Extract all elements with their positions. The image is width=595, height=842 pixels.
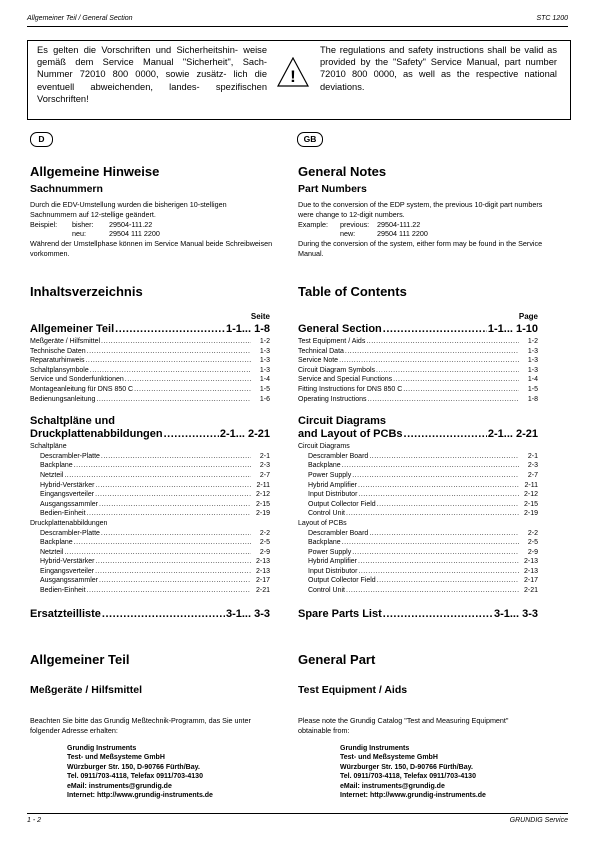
toc-entry-label: Schaltplansymbole bbox=[30, 366, 89, 374]
toc-entry bbox=[30, 386, 270, 396]
de-general-notes-title: Allgemeine Hinweise bbox=[30, 164, 160, 179]
toc-entry-page: 2-1 bbox=[527, 452, 538, 460]
toc-entry bbox=[30, 530, 270, 540]
running-header-right: STC 1200 bbox=[536, 15, 568, 22]
toc-entry bbox=[298, 558, 538, 568]
toc-entry-page: 2-9 bbox=[527, 548, 538, 556]
toc-entry-page: 2-11 bbox=[256, 481, 270, 489]
de-example-old-value: 29504-111.22 bbox=[109, 219, 153, 229]
toc-entry bbox=[30, 558, 270, 568]
toc-entry-label: Ausgangssammler bbox=[40, 577, 98, 585]
toc-entry-page: 2-13 bbox=[255, 558, 270, 566]
toc-entry-page: 2-17 bbox=[255, 577, 270, 585]
toc-entry-label: Backplane bbox=[40, 539, 73, 547]
toc-entry bbox=[298, 510, 538, 520]
en-example-new-row bbox=[298, 229, 543, 239]
de-toc bbox=[30, 323, 270, 623]
toc-entry bbox=[298, 348, 538, 358]
toc-entry-label: Test Equipment / Aids bbox=[298, 338, 366, 345]
toc-entry bbox=[30, 501, 270, 511]
toc-entry bbox=[298, 357, 538, 367]
footer-rule bbox=[27, 813, 568, 814]
toc-entry-label: Fitting Instructions for DNS 850 C bbox=[298, 385, 403, 393]
toc-entry bbox=[30, 472, 270, 482]
toc-entry-label: Bedien-Einheit bbox=[40, 587, 86, 595]
safety-notice-en: The regulations and safety instructions shall be valid as provided by the "Safety" Service Manual, part number 72010 800 0000, as well as the respective national deviations. bbox=[320, 45, 557, 92]
toc-entry bbox=[298, 501, 538, 511]
toc-entry-label: Bedien-Einheit bbox=[40, 510, 86, 518]
language-badge-gb: GB bbox=[297, 132, 323, 147]
de-transition-paragraph: Während der Umstellphase können im Service Manual beide Schreibweisen vorkommen. bbox=[30, 239, 273, 258]
toc-entry-page: 2-7 bbox=[259, 471, 270, 479]
toc-entry-page: 2-21 bbox=[255, 587, 270, 595]
toc-entry-label: Bedienungsanleitung bbox=[30, 395, 96, 403]
toc-entry-label: Backplane bbox=[308, 539, 341, 547]
toc-entry-label: Netzteil bbox=[40, 471, 64, 479]
de-toc-section-1: Allgemeiner Teil ..... 1-1... 1-8 bbox=[30, 323, 270, 338]
toc-entry-label: Ausgangssammler bbox=[40, 500, 98, 508]
address-line: eMail: instruments@grundig.de bbox=[340, 782, 445, 790]
address-line: Tel. 0911/703-4118, Telefax 0911/703-4130 bbox=[67, 773, 203, 781]
toc-entry-page: 2-9 bbox=[259, 548, 270, 556]
en-part-title: General Part bbox=[298, 652, 376, 667]
toc-entry-label: Input Distributor bbox=[308, 491, 358, 499]
toc-entry-label: Backplane bbox=[40, 462, 73, 470]
de-address-block bbox=[67, 744, 213, 800]
toc-entry-label: Descrambler-Platte bbox=[40, 452, 100, 460]
en-transition-paragraph: During the conversion of the system, either form may be found in the Service Manual. bbox=[298, 239, 543, 258]
toc-entry bbox=[298, 376, 538, 386]
toc-entry-page: 2-12 bbox=[523, 491, 538, 499]
toc-entry bbox=[298, 577, 538, 587]
de-part-title: Allgemeiner Teil bbox=[30, 652, 130, 667]
toc-entry bbox=[30, 376, 270, 386]
toc-entry-label: Control Unit bbox=[308, 510, 345, 518]
toc-entry-label: Eingangsverteiler bbox=[40, 491, 95, 499]
footer-publisher: GRUNDIG Service bbox=[509, 817, 568, 824]
toc-entry-label: Technische Daten bbox=[30, 347, 86, 355]
address-line: eMail: instruments@grundig.de bbox=[67, 782, 172, 790]
de-toc-group-circuit: Schaltpläne bbox=[30, 443, 67, 451]
toc-entry bbox=[30, 348, 270, 358]
running-header-left: Allgemeiner Teil / General Section bbox=[27, 15, 133, 22]
en-example-label: Example: bbox=[298, 219, 328, 229]
en-toc-section-1: General Section ..... 1-1... 1-10 bbox=[298, 323, 538, 338]
de-conversion-paragraph: Durch die EDV-Umstellung wurden die bisherigen 10-stelligen Sachnummern auf 12-stellige geändert. bbox=[30, 200, 227, 219]
toc-entry bbox=[298, 482, 538, 492]
de-example-old-label: bisher: bbox=[72, 219, 94, 229]
toc-entry-page: 1-3 bbox=[527, 366, 538, 374]
toc-entry-page: 2-13 bbox=[523, 567, 538, 575]
toc-entry-page: 1-3 bbox=[259, 347, 270, 355]
language-badge-de: D bbox=[30, 132, 53, 147]
toc-entry-page: 2-1 bbox=[259, 452, 270, 460]
toc-entry-page: 1-3 bbox=[259, 357, 270, 365]
toc-entry-label: Service Note bbox=[298, 357, 339, 365]
warning-triangle-icon bbox=[277, 57, 309, 87]
toc-entry bbox=[30, 568, 270, 578]
toc-entry-page: 2-19 bbox=[255, 510, 270, 518]
de-part-numbers-heading: Sachnummern bbox=[30, 183, 103, 195]
address-line: Internet: http://www.grundig-instruments.de bbox=[340, 792, 486, 800]
toc-entry-page: 1-3 bbox=[527, 357, 538, 365]
toc-entry-label: Descrambler Board bbox=[308, 529, 369, 537]
toc-entry-page: 1-3 bbox=[527, 347, 538, 355]
toc-entry-page: 1-4 bbox=[259, 376, 270, 384]
address-line: Würzburger Str. 150, D-90766 Fürth/Bay. bbox=[340, 763, 473, 771]
toc-entry-label: Descrambler Board bbox=[308, 452, 369, 460]
toc-entry-page: 1-5 bbox=[259, 385, 270, 393]
en-toc-group-pcb: Layout of PCBs bbox=[298, 519, 347, 527]
toc-entry-page: 2-7 bbox=[527, 471, 538, 479]
en-example-old-row bbox=[298, 220, 543, 230]
toc-entry-page: 2-15 bbox=[255, 500, 270, 508]
toc-entry-label: Service and Special Functions bbox=[298, 376, 393, 384]
en-conversion-paragraph: Due to the conversion of the EDP system, the previous 10-digit part numbers were change to 12-digit numbers. bbox=[298, 200, 543, 219]
address-line: Grundig Instruments bbox=[67, 745, 137, 752]
toc-entry bbox=[298, 491, 538, 501]
toc-entry bbox=[298, 338, 538, 348]
toc-entry-label: Input Distributor bbox=[308, 567, 358, 575]
toc-entry bbox=[298, 568, 538, 578]
de-example-label: Beispiel: bbox=[30, 219, 58, 229]
toc-entry-label: Technical Data bbox=[298, 347, 344, 355]
en-example-new-label: new: bbox=[340, 229, 356, 239]
toc-entry bbox=[30, 587, 270, 597]
toc-entry-page: 1-3 bbox=[259, 366, 270, 374]
toc-entry-label: Power Supply bbox=[308, 548, 352, 556]
toc-entry-page: 2-19 bbox=[523, 510, 538, 518]
toc-entry bbox=[30, 453, 270, 463]
toc-entry-label: Hybrid-Verstärker bbox=[40, 558, 95, 566]
de-toc-section-2: Druckplattenabbildungen ..... 2-1... 2-21 bbox=[30, 428, 270, 443]
en-toc-section-2-line1: Circuit Diagrams bbox=[298, 415, 387, 428]
toc-entry-label: Eingangsverteiler bbox=[40, 567, 95, 575]
toc-entry bbox=[298, 472, 538, 482]
toc-entry bbox=[30, 577, 270, 587]
toc-entry-label: Hybrid Amplifier bbox=[308, 481, 358, 489]
toc-entry-page: 2-13 bbox=[255, 567, 270, 575]
toc-entry-label: Hybrid-Verstärker bbox=[40, 481, 95, 489]
toc-entry-label: Power Supply bbox=[308, 471, 352, 479]
de-example-new-value: 29504 111 2200 bbox=[109, 229, 160, 239]
toc-entry bbox=[30, 367, 270, 377]
toc-entry-page: 1-8 bbox=[527, 395, 538, 403]
de-toc-group-pcb: Druckplattenabbildungen bbox=[30, 519, 108, 527]
toc-entry-label: Output Collector Field bbox=[308, 500, 376, 508]
toc-entry bbox=[30, 491, 270, 501]
de-toc-page-label: Seite bbox=[250, 312, 270, 321]
en-toc-page-label: Page bbox=[518, 312, 538, 321]
en-example-new-value: 29504 111 2200 bbox=[377, 229, 428, 239]
de-toc-section-3: Ersatzteilliste ..... 3-1... 3-3 bbox=[30, 608, 270, 623]
en-part-numbers-text bbox=[298, 200, 543, 259]
toc-entry-label: Service und Sonderfunktionen bbox=[30, 376, 124, 384]
en-example-old-label: previous: bbox=[340, 219, 370, 229]
address-line: Test- und Meßsysteme GmbH bbox=[340, 754, 438, 762]
de-catalog-text: Beachten Sie bitte das Grundig Meßtechnik-Programm, das Sie unter folgender Adresse erhalten: bbox=[30, 716, 251, 735]
de-toc-section-2-line1: Schaltpläne und bbox=[30, 415, 115, 428]
toc-entry-page: 1-5 bbox=[527, 385, 538, 393]
en-general-notes-title: General Notes bbox=[298, 164, 387, 179]
de-part-numbers-text bbox=[30, 200, 275, 259]
address-line: Grundig Instruments bbox=[340, 745, 410, 752]
de-example-old-row bbox=[30, 220, 275, 230]
footer-page-number: 1 - 2 bbox=[27, 817, 42, 824]
toc-entry-page: 1-6 bbox=[259, 395, 270, 403]
toc-entry-page: 1-2 bbox=[259, 338, 270, 345]
toc-entry bbox=[298, 539, 538, 549]
de-example-new-label: neu: bbox=[72, 229, 86, 239]
toc-entry bbox=[298, 396, 538, 406]
en-address-block bbox=[340, 744, 486, 800]
toc-entry bbox=[30, 539, 270, 549]
toc-entry-page: 2-11 bbox=[524, 481, 538, 489]
toc-entry-page: 2-5 bbox=[259, 539, 270, 547]
toc-entry bbox=[298, 367, 538, 377]
toc-entry-label: Netzteil bbox=[40, 548, 64, 556]
toc-entry bbox=[30, 549, 270, 559]
toc-entry-page: 2-12 bbox=[255, 491, 270, 499]
toc-entry-page: 2-15 bbox=[523, 500, 538, 508]
toc-entry bbox=[298, 453, 538, 463]
address-line: Tel. 0911/703-4118, Telefax 0911/703-4130 bbox=[340, 773, 476, 781]
en-toc-section-3: Spare Parts List ..... 3-1... 3-3 bbox=[298, 608, 538, 623]
toc-entry-label: Circuit Diagram Symbols bbox=[298, 366, 376, 374]
en-toc bbox=[298, 323, 538, 623]
toc-entry bbox=[298, 530, 538, 540]
toc-entry-page: 1-4 bbox=[527, 376, 538, 384]
toc-entry bbox=[30, 338, 270, 348]
toc-entry bbox=[298, 462, 538, 472]
address-line: Würzburger Str. 150, D-90766 Fürth/Bay. bbox=[67, 763, 200, 771]
toc-entry bbox=[30, 482, 270, 492]
en-toc-section-2: and Layout of PCBs ..... 2-1... 2-21 bbox=[298, 428, 538, 443]
toc-entry bbox=[30, 510, 270, 520]
toc-entry-page: 1-2 bbox=[527, 338, 538, 345]
toc-entry-page: 2-3 bbox=[527, 462, 538, 470]
header-rule bbox=[27, 26, 568, 27]
address-line: Test- und Meßsysteme GmbH bbox=[67, 754, 165, 762]
toc-entry-label: Montageanleitung für DNS 850 C bbox=[30, 385, 134, 393]
toc-entry-page: 2-17 bbox=[523, 577, 538, 585]
de-example-new-row bbox=[30, 229, 275, 239]
toc-entry-page: 2-5 bbox=[527, 539, 538, 547]
toc-entry-label: Backplane bbox=[308, 462, 341, 470]
address-line: Internet: http://www.grundig-instruments.de bbox=[67, 792, 213, 800]
toc-entry-label: Hybrid Amplifier bbox=[308, 558, 358, 566]
en-toc-title: Table of Contents bbox=[298, 284, 407, 299]
toc-entry bbox=[298, 549, 538, 559]
toc-entry-page: 2-2 bbox=[527, 529, 538, 537]
toc-entry bbox=[298, 386, 538, 396]
toc-entry-page: 2-21 bbox=[523, 587, 538, 595]
toc-entry bbox=[30, 462, 270, 472]
toc-entry-label: Meßgeräte / Hilfsmittel bbox=[30, 338, 101, 345]
warning-mark: ! bbox=[290, 67, 296, 86]
en-toc-group-circuit: Circuit Diagrams bbox=[298, 443, 350, 451]
de-part-subtitle: Meßgeräte / Hilfsmittel bbox=[30, 684, 143, 696]
toc-entry bbox=[30, 357, 270, 367]
toc-entry bbox=[298, 587, 538, 597]
toc-entry-label: Operating Instructions bbox=[298, 395, 367, 403]
en-example-old-value: 29504-111.22 bbox=[377, 219, 421, 229]
toc-entry bbox=[30, 396, 270, 406]
de-toc-title: Inhaltsverzeichnis bbox=[30, 284, 143, 299]
toc-entry-label: Control Unit bbox=[308, 587, 345, 595]
en-part-subtitle: Test Equipment / Aids bbox=[298, 684, 408, 696]
safety-notice-de: Es gelten die Vorschriften und Sicherheitshin- weise gemäß dem Service Manual "Sicherheit", Sach-Nummer 72010 800 0000, sowie zusätz- lich die eventuell abweichenden, landes- spezifischen Vorschriften! bbox=[37, 45, 267, 104]
toc-entry-label: Reparaturhinweis bbox=[30, 357, 85, 365]
toc-entry-page: 2-2 bbox=[259, 529, 270, 537]
en-part-numbers-heading: Part Numbers bbox=[298, 183, 367, 195]
toc-entry-label: Output Collector Field bbox=[308, 577, 376, 585]
en-catalog-text: Please note the Grundig Catalog "Test and Measuring Equipment" obtainable from: bbox=[298, 716, 509, 735]
toc-entry-page: 2-3 bbox=[259, 462, 270, 470]
toc-entry-label: Descrambler-Platte bbox=[40, 529, 100, 537]
toc-entry-page: 2-13 bbox=[523, 558, 538, 566]
